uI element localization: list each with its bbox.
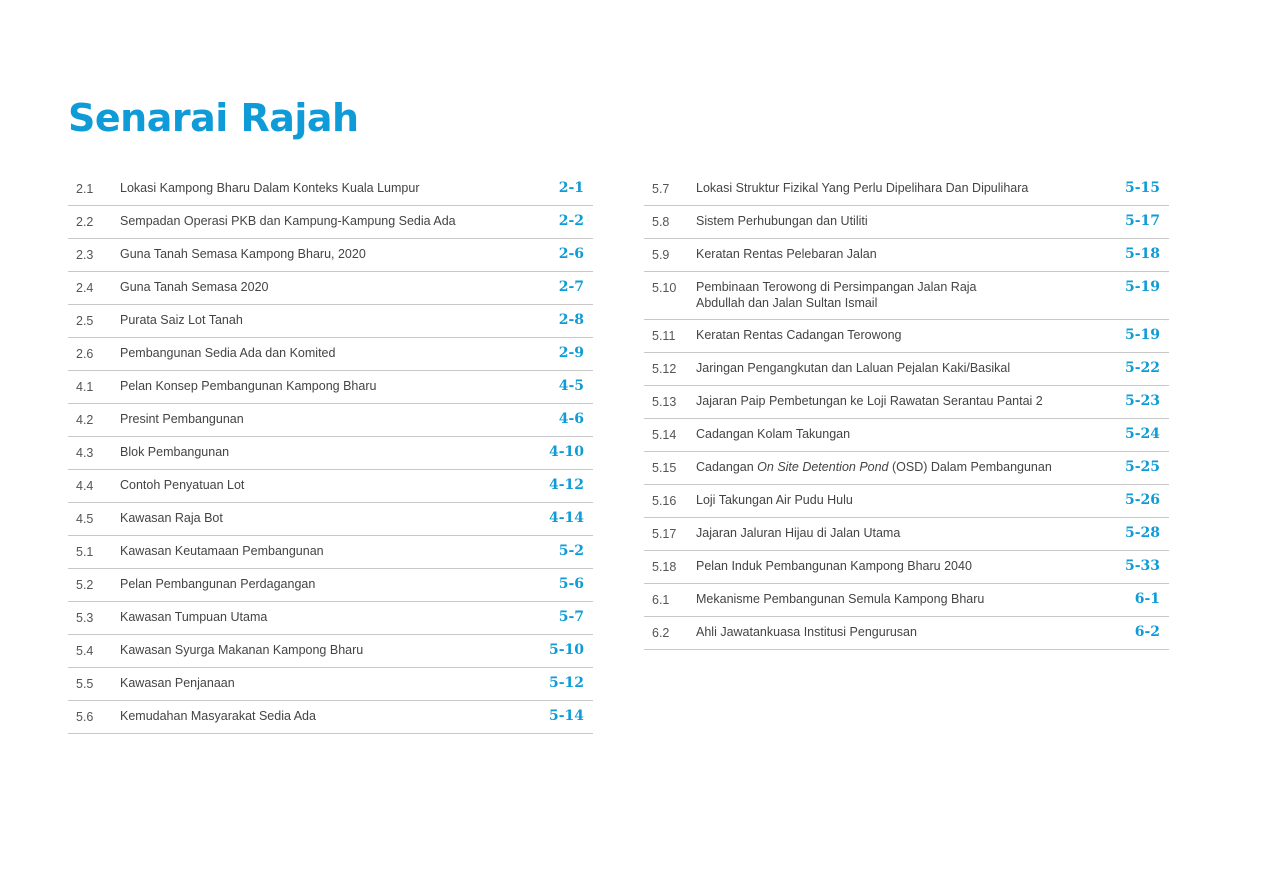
figure-number: 4.4: [76, 479, 94, 493]
figure-number: 4.1: [76, 380, 94, 394]
list-item[interactable]: [68, 173, 593, 206]
figure-list-left: [68, 173, 593, 734]
list-item[interactable]: [68, 437, 593, 470]
list-item[interactable]: [68, 536, 593, 569]
page-number: 2-6: [558, 246, 584, 262]
figure-title: Presint Pembangunan: [120, 412, 244, 426]
list-item[interactable]: [68, 470, 593, 503]
figure-number: 4.5: [76, 512, 94, 526]
list-item[interactable]: [644, 419, 1169, 452]
list-item[interactable]: [68, 602, 593, 635]
figure-number: 2.1: [76, 182, 94, 196]
page-number: 5-23: [1124, 393, 1160, 409]
page-number: 4-10: [548, 444, 584, 460]
figure-title: [696, 459, 1099, 475]
list-item[interactable]: [68, 668, 593, 701]
page-number: 5-14: [548, 708, 584, 724]
page-number: 5-24: [1124, 426, 1160, 442]
page-number: 4-12: [548, 477, 584, 493]
figure-title: Kawasan Penjanaan: [120, 676, 235, 690]
page-number: 5-2: [558, 543, 584, 559]
figure-title: [696, 279, 1099, 311]
figure-number: 2.4: [76, 281, 94, 295]
figure-title: Keratan Rentas Pelebaran Jalan: [696, 247, 877, 261]
figure-title: Kemudahan Masyarakat Sedia Ada: [120, 709, 316, 723]
figure-title: Kawasan Tumpuan Utama: [120, 610, 268, 624]
page-number: 5-18: [1124, 246, 1160, 262]
figure-number: 5.13: [652, 395, 677, 409]
figure-title: Guna Tanah Semasa Kampong Bharu, 2020: [120, 247, 366, 261]
figure-title: Pembangunan Sedia Ada dan Komited: [120, 346, 336, 360]
page-number: 2-9: [558, 345, 584, 361]
figure-title: Lokasi Kampong Bharu Dalam Konteks Kuala Lumpur: [120, 181, 420, 195]
figure-title-post: (OSD) Dalam Pembangunan: [888, 460, 1052, 474]
page-number: 5-22: [1124, 360, 1160, 376]
list-item[interactable]: [644, 239, 1169, 272]
figure-title-line-1: Pembinaan Terowong di Persimpangan Jalan Raja: [696, 280, 977, 294]
figure-number: 5.4: [76, 644, 94, 658]
figure-title: Cadangan Kolam Takungan: [696, 427, 851, 441]
list-item[interactable]: [644, 518, 1169, 551]
figure-title: Loji Takungan Air Pudu Hulu: [696, 493, 853, 507]
list-item[interactable]: [68, 305, 593, 338]
page-number: 6-2: [1134, 624, 1160, 640]
page-number: 5-12: [548, 675, 584, 691]
figure-title: Kawasan Raja Bot: [120, 511, 223, 525]
figure-number: 5.8: [652, 215, 670, 229]
figure-title: Lokasi Struktur Fizikal Yang Perlu Dipelihara Dan Dipulihara: [696, 181, 1029, 195]
figure-number: 6.2: [652, 626, 670, 640]
figure-number: 4.3: [76, 446, 94, 460]
figure-title: Kawasan Syurga Makanan Kampong Bharu: [120, 643, 364, 657]
page-number: 5-26: [1124, 492, 1160, 508]
figure-title: Pelan Pembangunan Perdagangan: [120, 577, 316, 591]
figure-title: Pelan Konsep Pembangunan Kampong Bharu: [120, 379, 377, 393]
figure-title: Guna Tanah Semasa 2020: [120, 280, 269, 294]
list-item[interactable]: [68, 503, 593, 536]
figure-number: 2.5: [76, 314, 94, 328]
figure-title: Purata Saiz Lot Tanah: [120, 313, 243, 327]
figure-number: 5.3: [76, 611, 94, 625]
figure-number: 5.16: [652, 494, 677, 508]
page-number: 5-15: [1124, 180, 1160, 196]
page-title: Senarai Rajah: [68, 96, 359, 140]
figure-number: 6.1: [652, 593, 670, 607]
list-item[interactable]: [68, 404, 593, 437]
list-item[interactable]: [644, 320, 1169, 353]
list-item[interactable]: [644, 173, 1169, 206]
page-number: 6-1: [1134, 591, 1160, 607]
figure-number: 5.9: [652, 248, 670, 262]
figure-title-pre: Cadangan: [696, 460, 758, 474]
page-number: 2-7: [558, 279, 584, 295]
figure-title: Pelan Induk Pembangunan Kampong Bharu 2040: [696, 559, 972, 573]
list-item[interactable]: [644, 353, 1169, 386]
figure-number: 5.15: [652, 461, 677, 475]
figure-number: 5.12: [652, 362, 677, 376]
page-number: 2-8: [558, 312, 584, 328]
figure-number: 5.11: [652, 329, 676, 343]
list-item[interactable]: [68, 371, 593, 404]
page-number: 4-5: [558, 378, 584, 394]
page-number: 5-19: [1124, 327, 1160, 343]
figure-title: Sistem Perhubungan dan Utiliti: [696, 214, 868, 228]
figure-number: 2.3: [76, 248, 94, 262]
list-item[interactable]: [68, 635, 593, 668]
page-number: 4-6: [558, 411, 584, 427]
figure-title: Contoh Penyatuan Lot: [120, 478, 245, 492]
list-item[interactable]: [68, 272, 593, 305]
figure-title-italic: On Site Detention Pond: [757, 460, 889, 474]
figure-number: 5.10: [652, 281, 677, 295]
page-number: 4-14: [548, 510, 584, 526]
figure-number: 5.6: [76, 710, 94, 724]
figure-number: 5.17: [652, 527, 677, 541]
page-number: 5-7: [558, 609, 584, 625]
figure-number: 2.2: [76, 215, 94, 229]
figure-title: Jajaran Paip Pembetungan ke Loji Rawatan Serantau Pantai 2: [696, 394, 1043, 408]
list-item[interactable]: [644, 452, 1169, 485]
figure-number: 4.2: [76, 413, 94, 427]
page-number: 5-6: [558, 576, 584, 592]
figure-title: Jaringan Pengangkutan dan Laluan Pejalan Kaki/Basikal: [696, 361, 1011, 375]
figure-title: Mekanisme Pembangunan Semula Kampong Bharu: [696, 592, 985, 606]
figure-number: 5.5: [76, 677, 94, 691]
list-item[interactable]: [644, 584, 1169, 617]
figure-title: Ahli Jawatankuasa Institusi Pengurusan: [696, 625, 917, 639]
list-item[interactable]: [644, 485, 1169, 518]
figure-title: Sempadan Operasi PKB dan Kampung-Kampung Sedia Ada: [120, 214, 456, 228]
figure-title: Keratan Rentas Cadangan Terowong: [696, 328, 902, 342]
list-item[interactable]: [68, 206, 593, 239]
list-item[interactable]: [644, 272, 1169, 320]
figure-title: Blok Pembangunan: [120, 445, 230, 459]
figure-list-right: [644, 173, 1169, 650]
figure-title: Jajaran Jaluran Hijau di Jalan Utama: [696, 526, 901, 540]
list-item[interactable]: [68, 569, 593, 602]
figure-title-line-2: Abdullah dan Jalan Sultan Ismail: [696, 296, 878, 310]
list-item[interactable]: [644, 551, 1169, 584]
page-number: 2-2: [558, 213, 584, 229]
list-item[interactable]: [68, 338, 593, 371]
list-item[interactable]: [644, 617, 1169, 650]
list-item[interactable]: [644, 206, 1169, 239]
figure-number: 5.7: [652, 182, 670, 196]
list-item[interactable]: [68, 701, 593, 734]
figure-title: Kawasan Keutamaan Pembangunan: [120, 544, 324, 558]
list-item[interactable]: [68, 239, 593, 272]
page-number: 5-28: [1124, 525, 1160, 541]
figure-number: 2.6: [76, 347, 94, 361]
page-number: 5-17: [1124, 213, 1160, 229]
page-number: 5-33: [1124, 558, 1160, 574]
figure-number: 5.2: [76, 578, 94, 592]
list-item[interactable]: [644, 386, 1169, 419]
figure-number: 5.18: [652, 560, 677, 574]
page-number: 5-25: [1124, 459, 1160, 475]
page-number: 5-19: [1124, 279, 1160, 295]
page-number: 2-1: [558, 180, 584, 196]
figure-number: 5.14: [652, 428, 677, 442]
page-number: 5-10: [548, 642, 584, 658]
figure-number: 5.1: [76, 545, 94, 559]
